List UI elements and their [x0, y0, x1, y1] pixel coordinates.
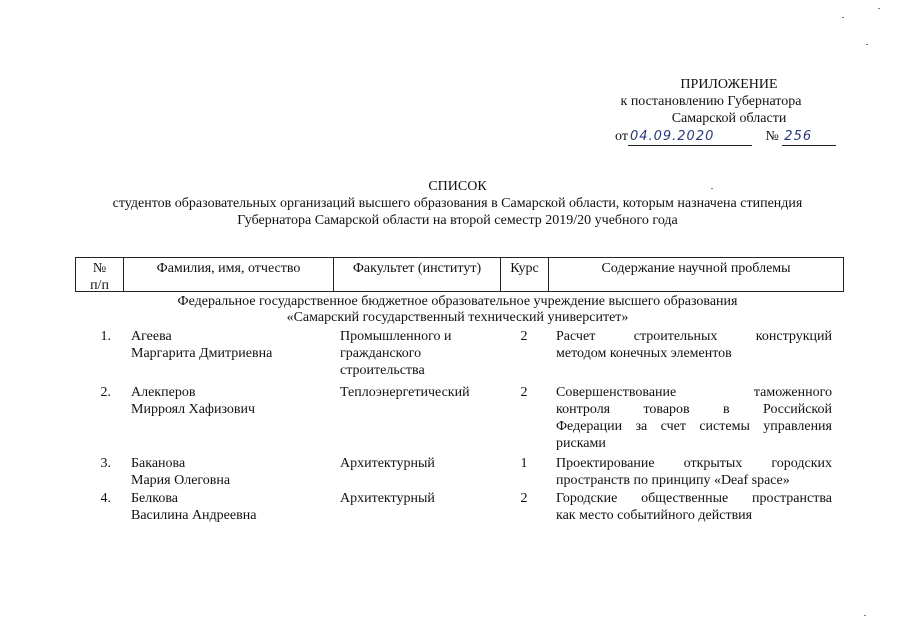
row-number: 1. — [100, 329, 111, 344]
row-name — [123, 328, 333, 379]
appendix-title: ПРИЛОЖЕНИЕ — [680, 77, 778, 92]
header-number — [76, 258, 124, 291]
row-number: 2. — [100, 385, 111, 400]
faculty-line: строительства — [340, 363, 425, 378]
scan-speck — [711, 188, 713, 189]
row-surname: Баканова — [131, 456, 186, 471]
topic-line: как место событийного действия — [556, 508, 753, 523]
topic-line: рисками — [556, 436, 606, 451]
decree-date: 04.09.2020 — [628, 128, 752, 146]
row-course: 2 — [520, 491, 528, 506]
header-number-line2: п/п — [90, 278, 109, 293]
row-course: 1 — [520, 456, 528, 471]
row-faculty — [333, 328, 500, 379]
row-faculty — [333, 490, 500, 524]
table-row — [75, 455, 842, 489]
table-row — [75, 384, 842, 452]
table-row — [75, 328, 842, 379]
row-topic — [548, 384, 842, 452]
row-given-name: Мария Олеговна — [131, 473, 231, 488]
row-course: 2 — [520, 329, 528, 344]
topic-line: контроля товаров в Российской — [556, 402, 832, 417]
row-name — [123, 455, 333, 489]
header-number-line1: № — [92, 261, 107, 276]
date-prefix: от — [615, 129, 628, 144]
appendix-block — [519, 76, 819, 127]
number-prefix: № — [765, 129, 779, 144]
faculty-line: гражданского — [340, 346, 422, 361]
faculty-line: Архитектурный — [340, 491, 435, 506]
topic-line: Федерации за счет системы управления — [556, 419, 832, 434]
row-surname: Белкова — [131, 491, 178, 506]
scan-speck — [866, 44, 868, 45]
topic-line: пространств по принципу «Deaf space» — [556, 473, 790, 488]
table-row — [75, 490, 842, 524]
row-surname: Алекперов — [131, 385, 196, 400]
topic-line: Расчет строительных конструкций — [556, 329, 832, 344]
row-name — [123, 384, 333, 452]
decree-date-line — [615, 128, 836, 146]
row-number: 3. — [100, 456, 111, 471]
row-surname: Агеева — [131, 329, 172, 344]
scan-speck — [878, 8, 880, 9]
row-course: 2 — [520, 385, 528, 400]
faculty-line: Промышленного и — [340, 329, 452, 344]
row-given-name: Мирроял Хафизович — [131, 402, 256, 417]
header-name: Фамилия, имя, отчество — [124, 258, 334, 291]
organization-line1: Федеральное государственное бюджетное образовательное учреждение высшего образования — [177, 294, 738, 309]
header-topic: Содержание научной проблемы — [601, 261, 791, 276]
topic-line: Городские общественные пространства — [556, 491, 832, 506]
row-topic — [548, 328, 842, 379]
row-faculty — [333, 455, 500, 489]
decree-number: 256 — [782, 128, 836, 146]
header-faculty: Факультет (институт) — [334, 258, 501, 291]
row-topic — [548, 490, 842, 524]
row-given-name: Маргарита Дмитриевна — [131, 346, 273, 361]
document-heading — [40, 178, 875, 229]
faculty-line: Теплоэнергетический — [340, 385, 470, 400]
row-given-name: Василина Андреевна — [131, 508, 257, 523]
row-number: 4. — [100, 491, 111, 506]
heading-subtitle-line2: Губернатора Самарской области на второй семестр 2019/20 учебного года — [237, 213, 678, 228]
scan-speck — [864, 615, 866, 616]
row-topic — [548, 455, 842, 489]
header-course: Курс — [501, 258, 549, 291]
row-faculty — [333, 384, 500, 452]
scan-speck — [842, 17, 844, 18]
topic-line: методом конечных элементов — [556, 346, 732, 361]
appendix-region-line: Самарской области — [671, 111, 787, 126]
table-header — [75, 257, 844, 292]
organization-line2: «Самарский государственный технический университет» — [286, 310, 629, 325]
topic-line: Совершенствование таможенного — [556, 385, 832, 400]
organization-name — [40, 294, 875, 326]
topic-line: Проектирование открытых городских — [556, 456, 832, 471]
row-name — [123, 490, 333, 524]
faculty-line: Архитектурный — [340, 456, 435, 471]
heading-title: СПИСОК — [428, 179, 487, 194]
heading-subtitle-line1: студентов образовательных организаций высшего образования в Самарской области, которым назначена стипендия — [112, 196, 803, 211]
appendix-decree-line: к постановлению Губернатора — [620, 94, 802, 109]
